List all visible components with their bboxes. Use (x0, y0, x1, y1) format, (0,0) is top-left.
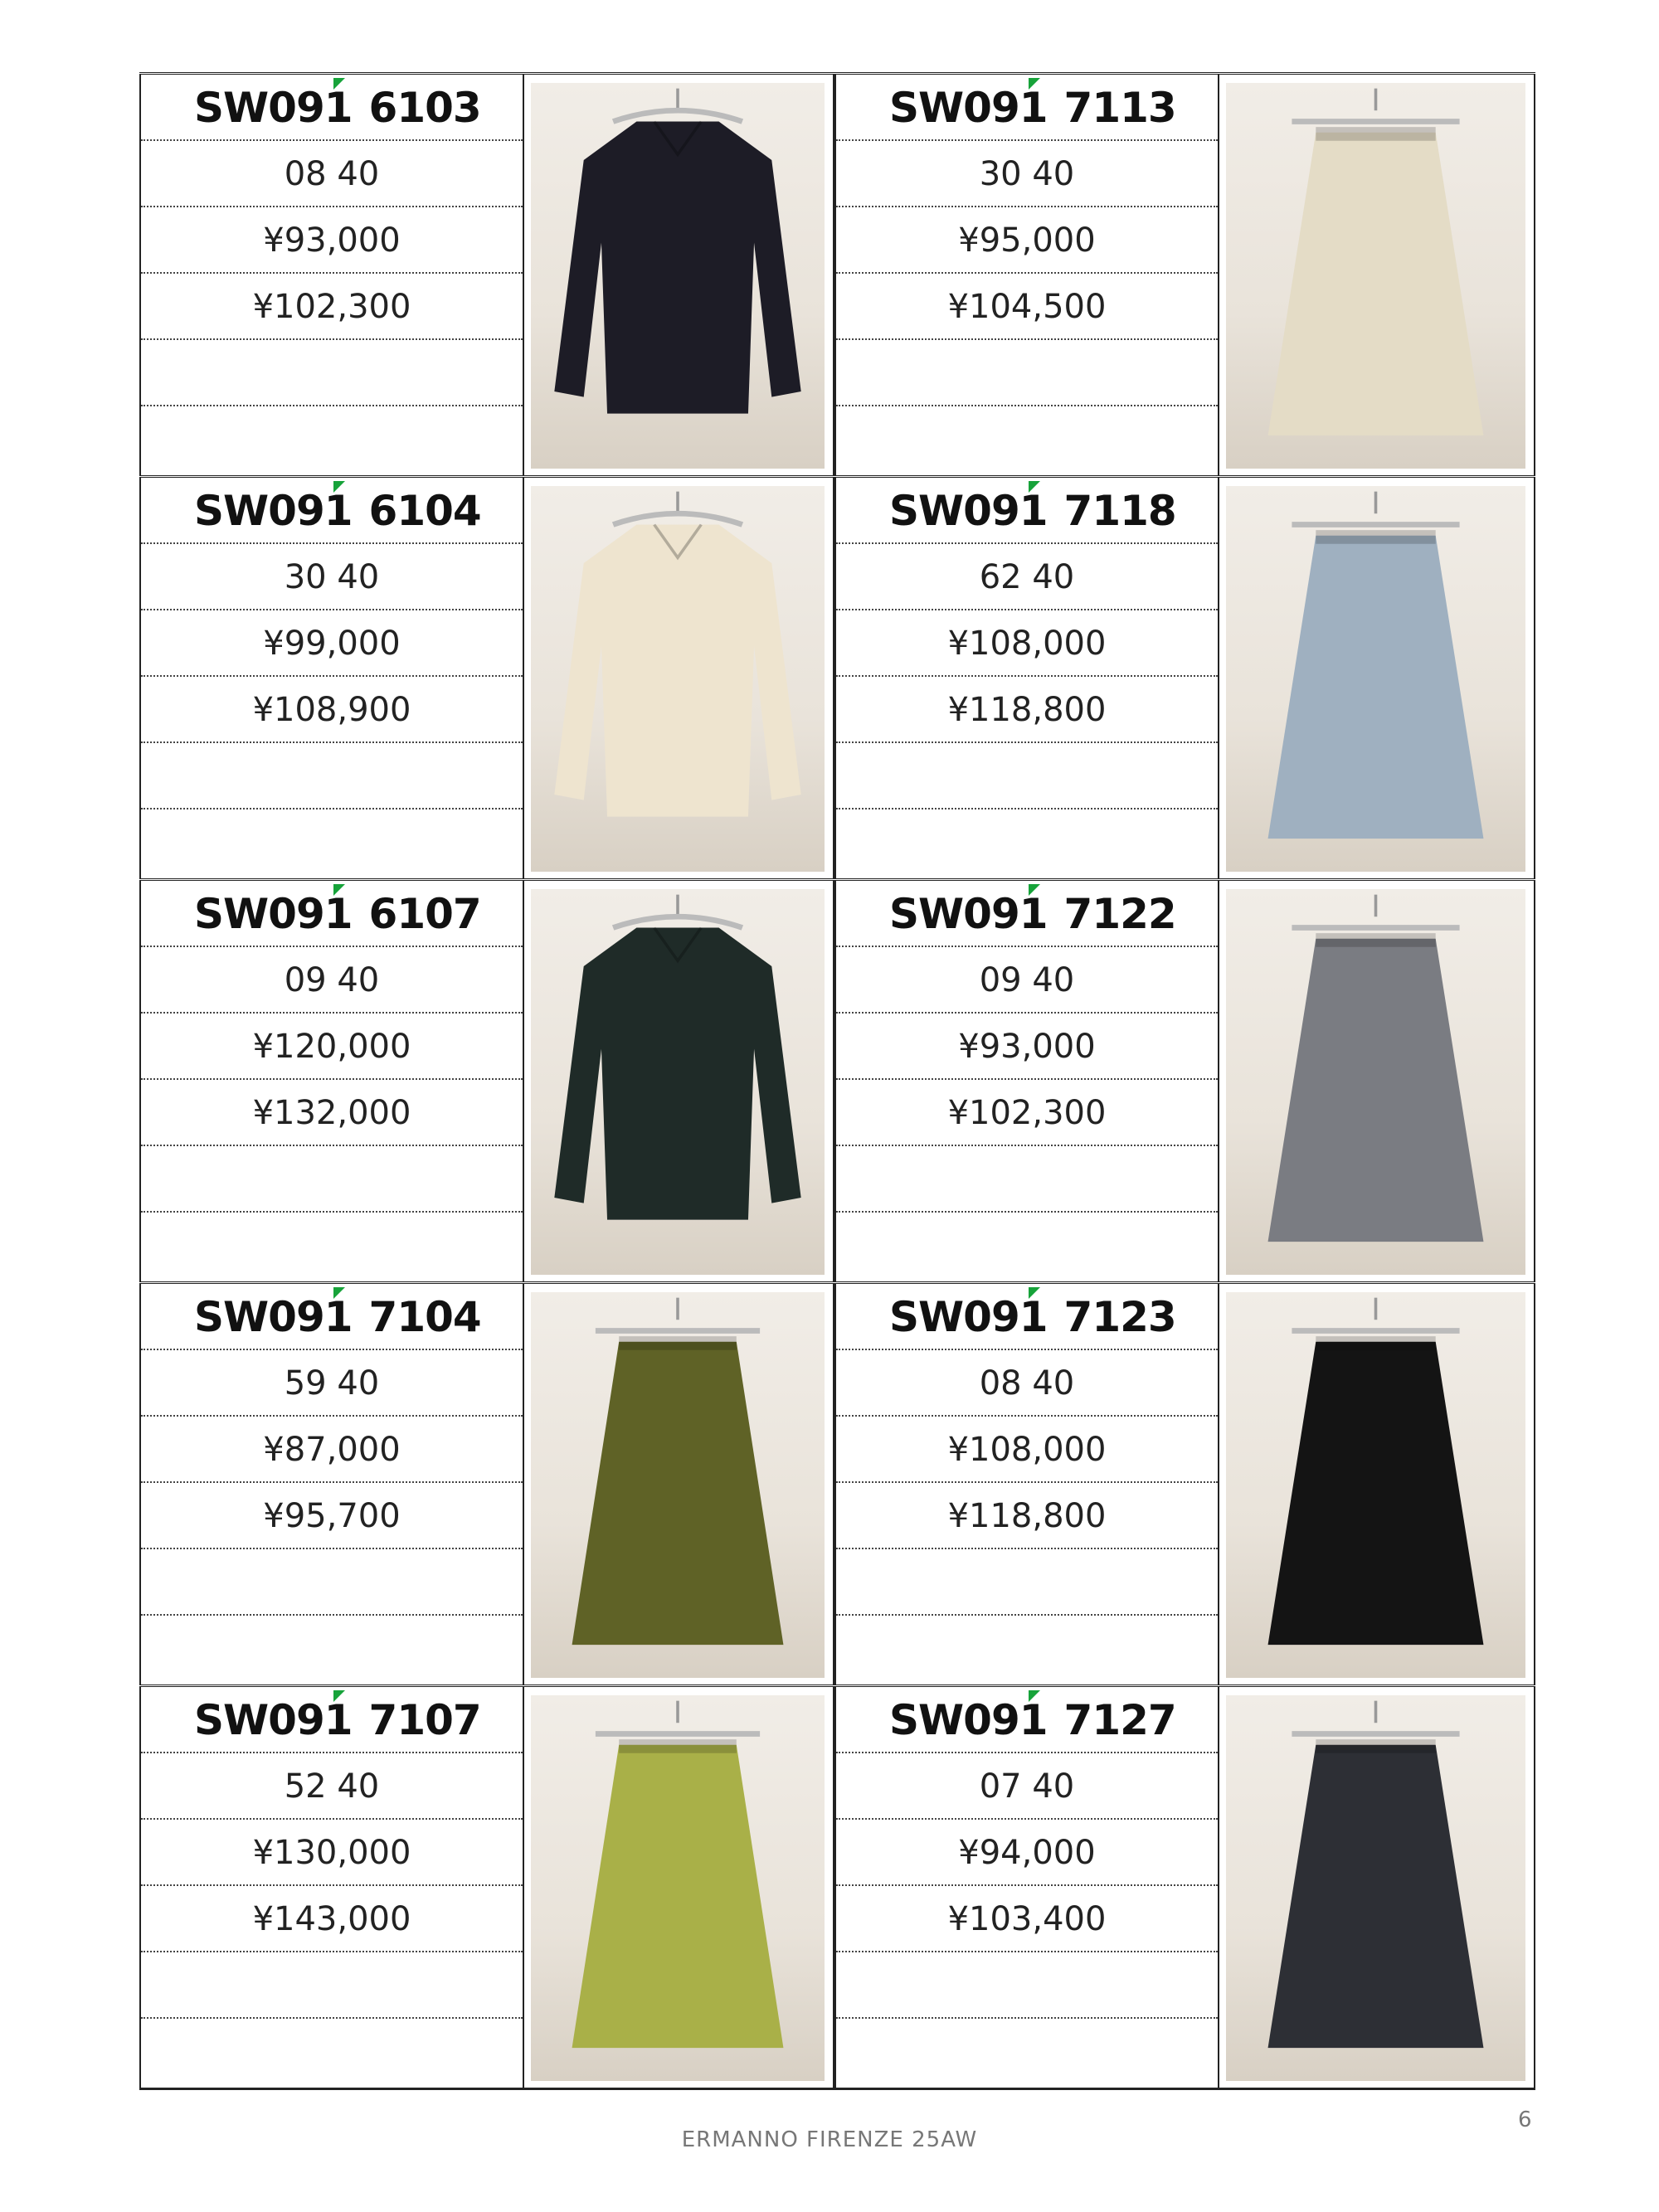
color-size: 09 40 (141, 947, 523, 1014)
code-prefix: SW091 (194, 890, 353, 938)
price: ¥93,000 (141, 207, 523, 274)
empty-line (836, 1549, 1218, 1616)
comment-flag-icon (1029, 481, 1040, 493)
item-photo-cell (1218, 1284, 1535, 1685)
color-size: 08 40 (836, 1350, 1218, 1417)
item-info-6107 (139, 881, 524, 1281)
item-code (141, 75, 523, 141)
item-photo-cell (523, 1284, 834, 1685)
empty-line (836, 2019, 1218, 2085)
comment-flag-icon (333, 884, 345, 896)
color-size: 30 40 (836, 141, 1218, 207)
item-photo-cell (1218, 75, 1535, 475)
empty-line (141, 2019, 523, 2085)
price: ¥95,000 (836, 207, 1218, 274)
empty-line (836, 1952, 1218, 2019)
empty-line (141, 1616, 523, 1682)
price-with-tax: ¥95,700 (141, 1483, 523, 1549)
empty-line (836, 809, 1218, 876)
color-size: 09 40 (836, 947, 1218, 1014)
item-code (141, 1284, 523, 1350)
garment-photo (531, 1292, 825, 1678)
item-info-7113 (834, 75, 1219, 475)
price: ¥108,000 (836, 1417, 1218, 1483)
empty-line (836, 1146, 1218, 1213)
code-number: 7122 (1063, 890, 1176, 938)
item-photo-cell (523, 1687, 834, 2088)
price: ¥108,000 (836, 610, 1218, 677)
empty-line (141, 1146, 523, 1213)
empty-line (836, 406, 1218, 473)
item-code (141, 881, 523, 947)
garment-photo (531, 889, 825, 1275)
price-with-tax: ¥102,300 (141, 274, 523, 340)
footer-brand: ERMANNO FIRENZE 25AW (681, 2127, 978, 2152)
price-with-tax: ¥102,300 (836, 1080, 1218, 1146)
product-row (139, 878, 1535, 1281)
price-with-tax: ¥104,500 (836, 274, 1218, 340)
code-prefix: SW091 (194, 1293, 353, 1341)
item-photo-cell (523, 881, 834, 1281)
code-number: 6104 (368, 487, 481, 535)
price-with-tax: ¥118,800 (836, 677, 1218, 743)
empty-line (141, 340, 523, 406)
garment-photo (531, 486, 825, 872)
item-code (836, 478, 1218, 544)
comment-flag-icon (1029, 1690, 1040, 1702)
code-prefix: SW091 (889, 1696, 1048, 1744)
price-with-tax: ¥132,000 (141, 1080, 523, 1146)
product-row (139, 1281, 1535, 1685)
color-size: 30 40 (141, 544, 523, 610)
code-prefix: SW091 (194, 1696, 353, 1744)
color-size: 59 40 (141, 1350, 523, 1417)
price: ¥87,000 (141, 1417, 523, 1483)
item-info-7123 (834, 1284, 1219, 1685)
comment-flag-icon (333, 1690, 345, 1702)
item-photo-cell (1218, 1687, 1535, 2088)
item-info-7127 (834, 1687, 1219, 2088)
comment-flag-icon (1029, 1287, 1040, 1299)
code-prefix: SW091 (889, 487, 1048, 535)
price: ¥93,000 (836, 1014, 1218, 1080)
empty-line (141, 743, 523, 809)
comment-flag-icon (333, 481, 345, 493)
price: ¥130,000 (141, 1820, 523, 1886)
code-number: 7107 (368, 1696, 481, 1744)
item-info-7122 (834, 881, 1219, 1281)
price-with-tax: ¥118,800 (836, 1483, 1218, 1549)
code-number: 6107 (368, 890, 481, 938)
code-number: 7123 (1063, 1293, 1176, 1341)
color-size: 07 40 (836, 1753, 1218, 1820)
item-code (836, 1284, 1218, 1350)
code-number: 7118 (1063, 487, 1176, 535)
empty-line (836, 743, 1218, 809)
garment-photo (531, 83, 825, 469)
product-row (139, 475, 1535, 878)
code-prefix: SW091 (889, 1293, 1048, 1341)
empty-line (141, 406, 523, 473)
garment-photo (1226, 83, 1525, 469)
product-row (139, 1685, 1535, 2090)
item-photo-cell (1218, 881, 1535, 1281)
code-number: 7113 (1063, 84, 1176, 132)
item-code (836, 75, 1218, 141)
product-row (139, 72, 1535, 475)
item-photo-cell (1218, 478, 1535, 878)
product-sheet (139, 72, 1535, 2090)
price-with-tax: ¥143,000 (141, 1886, 523, 1952)
empty-line (141, 809, 523, 876)
item-info-6104 (139, 478, 524, 878)
item-info-7104 (139, 1284, 524, 1685)
empty-line (141, 1952, 523, 2019)
price: ¥120,000 (141, 1014, 523, 1080)
code-prefix: SW091 (194, 487, 353, 535)
empty-line (141, 1213, 523, 1279)
garment-photo (1226, 889, 1525, 1275)
comment-flag-icon (1029, 884, 1040, 896)
code-prefix: SW091 (889, 84, 1048, 132)
garment-photo (1226, 486, 1525, 872)
comment-flag-icon (333, 78, 345, 90)
garment-photo (1226, 1695, 1525, 2081)
price: ¥99,000 (141, 610, 523, 677)
price: ¥94,000 (836, 1820, 1218, 1886)
price-with-tax: ¥103,400 (836, 1886, 1218, 1952)
garment-photo (531, 1695, 825, 2081)
item-info-6103 (139, 75, 524, 475)
item-info-7118 (834, 478, 1219, 878)
item-code (141, 1687, 523, 1753)
code-prefix: SW091 (889, 890, 1048, 938)
garment-photo (1226, 1292, 1525, 1678)
comment-flag-icon (333, 1287, 345, 1299)
price-with-tax: ¥108,900 (141, 677, 523, 743)
empty-line (836, 1616, 1218, 1682)
item-code (141, 478, 523, 544)
item-code (836, 1687, 1218, 1753)
code-number: 6103 (368, 84, 481, 132)
code-prefix: SW091 (194, 84, 353, 132)
comment-flag-icon (1029, 78, 1040, 90)
page-number: 6 (1518, 2107, 1532, 2132)
empty-line (141, 1549, 523, 1616)
code-number: 7104 (368, 1293, 481, 1341)
color-size: 08 40 (141, 141, 523, 207)
color-size: 52 40 (141, 1753, 523, 1820)
item-photo-cell (523, 75, 834, 475)
empty-line (836, 340, 1218, 406)
item-info-7107 (139, 1687, 524, 2088)
empty-line (836, 1213, 1218, 1279)
item-code (836, 881, 1218, 947)
item-photo-cell (523, 478, 834, 878)
code-number: 7127 (1063, 1696, 1176, 1744)
color-size: 62 40 (836, 544, 1218, 610)
